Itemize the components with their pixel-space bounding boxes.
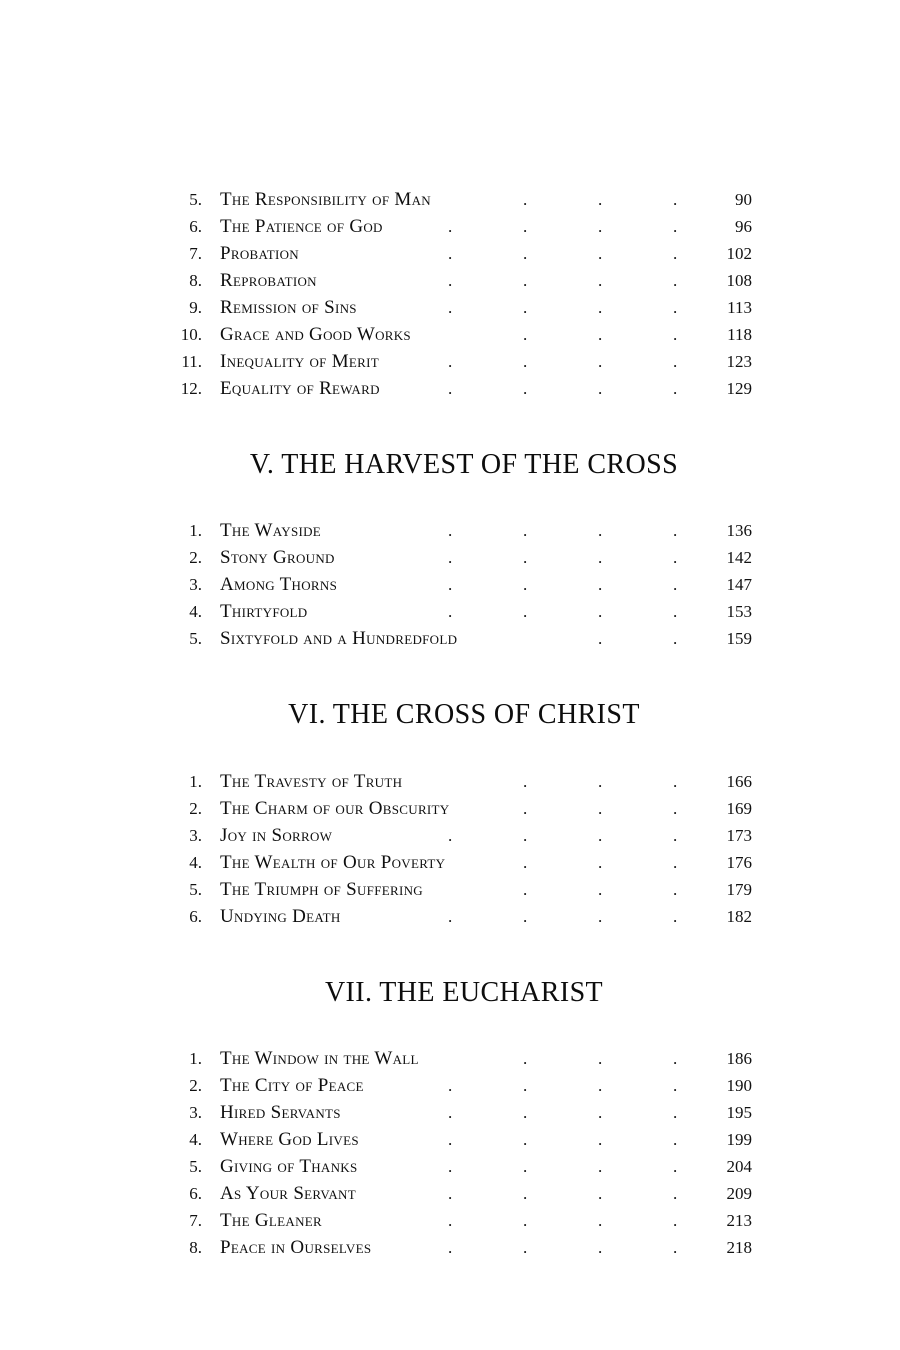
entry-number: 8. (189, 1238, 202, 1258)
entry-title: Reprobation (220, 270, 317, 291)
leader-dot: . (673, 190, 678, 209)
toc-entry[interactable] (160, 876, 760, 903)
leader-dot: . (673, 906, 678, 926)
leader-dot: . (523, 1130, 528, 1150)
entry-title: Inequality of Merit (220, 351, 380, 372)
entry-title: The Charm of our Obscurity (220, 797, 450, 819)
leader-dot: . (448, 575, 453, 595)
leader-dot: . (523, 298, 528, 317)
leader-dot: . (673, 798, 678, 818)
entry-page-number: 102 (726, 244, 752, 263)
entry-number: 1. (189, 521, 202, 541)
entry-number: 12. (180, 379, 202, 398)
leader-dot: . (523, 1157, 528, 1177)
entry-page-number: 113 (727, 298, 752, 317)
leader-dot: . (673, 548, 678, 568)
leader-dot: . (673, 825, 678, 845)
section-heading: VII. THE EUCHARIST (324, 976, 604, 1008)
leader-dot: . (448, 1130, 453, 1150)
toc-entry[interactable] (160, 348, 760, 375)
leader-dot: . (523, 1076, 528, 1096)
leader-dot: . (448, 825, 453, 845)
toc-entry[interactable] (160, 822, 760, 849)
toc-entry[interactable] (160, 267, 760, 294)
leader-dot: . (673, 771, 678, 791)
toc-entry[interactable] (160, 625, 760, 652)
entry-title: Stony Ground (220, 547, 335, 569)
leader-dot: . (448, 1157, 453, 1177)
toc-entry[interactable] (160, 1045, 760, 1072)
entry-number: 4. (189, 852, 202, 872)
leader-dot: . (448, 548, 453, 568)
leader-dot: . (448, 298, 453, 317)
leader-dot: . (673, 325, 678, 344)
leader-dot: . (598, 1238, 603, 1258)
entry-page-number: 190 (726, 1076, 752, 1096)
leader-dot: . (523, 771, 528, 791)
leader-dot: . (448, 1238, 453, 1258)
leader-dot: . (448, 1103, 453, 1123)
entry-page-number: 182 (726, 906, 752, 926)
toc-entry[interactable] (160, 544, 760, 571)
leader-dot: . (673, 271, 678, 290)
entry-title: The Travesty of Truth (220, 770, 403, 792)
leader-dot: . (523, 1184, 528, 1204)
leader-dot: . (673, 1103, 678, 1123)
entry-number: 4. (189, 602, 202, 622)
leader-dot: . (523, 521, 528, 541)
leader-dot: . (598, 190, 603, 209)
entry-page-number: 90 (735, 190, 752, 209)
leader-dot: . (673, 852, 678, 872)
entry-title: Grace and Good Works (220, 324, 411, 345)
leader-dot: . (598, 548, 603, 568)
leader-dot: . (448, 906, 453, 926)
entry-page-number: 118 (727, 325, 752, 344)
leader-dot: . (598, 244, 603, 263)
entry-number: 6. (189, 1184, 202, 1204)
entry-page-number: 169 (726, 798, 752, 818)
entry-title: The Wealth of Our Poverty (220, 851, 446, 873)
entry-number: 3. (189, 575, 202, 595)
leader-dot: . (448, 602, 453, 622)
entry-title: Thirtyfold (220, 601, 308, 623)
toc-entry[interactable] (160, 598, 760, 625)
leader-dot: . (598, 521, 603, 541)
entry-title: The Triumph of Suffering (220, 878, 423, 900)
leader-dot: . (523, 825, 528, 845)
leader-dot: . (673, 352, 678, 371)
leader-dot: . (448, 521, 453, 541)
toc-entry[interactable] (160, 294, 760, 321)
section-spacer (160, 402, 760, 450)
entry-title: The Patience of God (220, 216, 383, 237)
leader-dot: . (673, 298, 678, 317)
toc-entry[interactable] (160, 1234, 760, 1261)
leader-dot: . (523, 602, 528, 622)
leader-dot: . (523, 244, 528, 263)
leader-dot: . (448, 352, 453, 371)
leader-dot: . (523, 798, 528, 818)
leader-dot: . (448, 217, 453, 236)
entry-page-number: 186 (726, 1049, 752, 1069)
leader-dot: . (598, 217, 603, 236)
toc-entry[interactable] (160, 1180, 760, 1207)
entry-page-number: 195 (726, 1103, 752, 1123)
entry-number: 3. (189, 825, 202, 845)
entry-title: The City of Peace (220, 1075, 364, 1097)
leader-dot: . (598, 906, 603, 926)
leader-dot: . (598, 1103, 603, 1123)
leader-dot: . (598, 602, 603, 622)
leader-dot: . (673, 1157, 678, 1177)
leader-dot: . (598, 879, 603, 899)
entry-title: The Responsibility of Man (220, 189, 431, 210)
leader-dot: . (523, 852, 528, 872)
leader-dot: . (523, 575, 528, 595)
entry-number: 11. (181, 352, 202, 371)
leader-dot: . (673, 879, 678, 899)
entry-number: 8. (189, 271, 202, 290)
leader-dot: . (598, 629, 603, 649)
entry-title: Equality of Reward (220, 378, 380, 399)
entry-title: Joy in Sorrow (220, 824, 333, 846)
entry-title: Peace in Ourselves (220, 1237, 372, 1259)
toc-entry[interactable] (160, 849, 760, 876)
toc-entry[interactable] (160, 240, 760, 267)
leader-dot: . (523, 906, 528, 926)
leader-dot: . (523, 271, 528, 290)
entry-number: 5. (189, 879, 202, 899)
leader-dot: . (523, 1049, 528, 1069)
entry-number: 7. (189, 244, 202, 263)
section-spacer (160, 1007, 760, 1045)
leader-dot: . (598, 325, 603, 344)
leader-dot: . (523, 190, 528, 209)
leader-dot: . (598, 771, 603, 791)
leader-dot: . (523, 352, 528, 371)
entry-title: Among Thorns (220, 574, 338, 596)
leader-dot: . (523, 879, 528, 899)
entry-page-number: 153 (726, 602, 752, 622)
entry-title: Sixtyfold and a Hundredfold (220, 628, 458, 650)
leader-dot: . (673, 1076, 678, 1096)
toc-entry[interactable] (160, 1126, 760, 1153)
entry-number: 9. (189, 298, 202, 317)
entry-title: Hired Servants (220, 1102, 341, 1124)
entry-number: 6. (189, 217, 202, 236)
entry-number: 1. (189, 771, 202, 791)
entry-page-number: 129 (726, 379, 752, 398)
leader-dot: . (598, 1130, 603, 1150)
entry-number: 7. (189, 1211, 202, 1231)
entry-number: 3. (189, 1103, 202, 1123)
leader-dot: . (673, 1211, 678, 1231)
toc-entry[interactable] (160, 571, 760, 598)
toc-entry[interactable] (160, 768, 760, 795)
toc-entry[interactable] (160, 795, 760, 822)
toc-entry[interactable] (160, 1099, 760, 1126)
entry-page-number: 176 (726, 852, 752, 872)
entry-page-number: 166 (726, 771, 752, 791)
entry-page-number: 173 (726, 825, 752, 845)
leader-dot: . (673, 629, 678, 649)
leader-dot: . (598, 1049, 603, 1069)
entry-number: 4. (189, 1130, 202, 1150)
leader-dot: . (523, 217, 528, 236)
section-spacer (160, 930, 760, 978)
leader-dot: . (523, 379, 528, 398)
entry-title: Undying Death (220, 905, 341, 927)
leader-dot: . (673, 575, 678, 595)
entry-number: 2. (189, 798, 202, 818)
entry-page-number: 108 (726, 271, 752, 290)
leader-dot: . (448, 271, 453, 290)
leader-dot: . (598, 1211, 603, 1231)
leader-dot: . (598, 825, 603, 845)
entry-number: 5. (189, 1157, 202, 1177)
toc-entry[interactable] (160, 213, 760, 240)
entry-page-number: 213 (726, 1211, 752, 1231)
section-heading: V. THE HARVEST OF THE CROSS (249, 449, 679, 480)
toc-entry[interactable] (160, 375, 760, 402)
leader-dot: . (598, 379, 603, 398)
leader-dot: . (598, 352, 603, 371)
leader-dot: . (673, 1184, 678, 1204)
table-of-contents (160, 186, 760, 1261)
entry-page-number: 123 (726, 352, 752, 371)
leader-dot: . (673, 217, 678, 236)
entry-title: Giving of Thanks (220, 1156, 358, 1178)
entry-page-number: 179 (726, 879, 752, 899)
leader-dot: . (448, 1076, 453, 1096)
leader-dot: . (598, 271, 603, 290)
section-heading: VI. THE CROSS OF CHRIST (288, 699, 640, 731)
leader-dot: . (598, 298, 603, 317)
entry-title: Remission of Sins (220, 297, 357, 318)
leader-dot: . (598, 852, 603, 872)
leader-dot: . (448, 379, 453, 398)
entry-number: 10. (180, 325, 202, 344)
leader-dot: . (673, 1238, 678, 1258)
entry-page-number: 209 (726, 1184, 752, 1204)
entry-number: 2. (189, 548, 202, 568)
leader-dot: . (448, 1184, 453, 1204)
entry-title: The Window in the Wall (220, 1048, 419, 1070)
leader-dot: . (598, 798, 603, 818)
leader-dot: . (523, 1103, 528, 1123)
leader-dot: . (598, 1076, 603, 1096)
leader-dot: . (523, 548, 528, 568)
leader-dot: . (523, 1238, 528, 1258)
toc-entry[interactable] (160, 1207, 760, 1234)
toc-entry[interactable] (160, 321, 760, 348)
leader-dot: . (673, 521, 678, 541)
entry-page-number: 96 (735, 217, 752, 236)
leader-dot: . (598, 575, 603, 595)
entry-page-number: 136 (726, 521, 752, 541)
leader-dot: . (673, 1049, 678, 1069)
toc-entry[interactable] (160, 186, 760, 213)
section-spacer (160, 730, 760, 768)
entry-page-number: 147 (726, 575, 752, 595)
entry-title: Where God Lives (220, 1129, 359, 1151)
leader-dot: . (673, 379, 678, 398)
entry-number: 5. (189, 629, 202, 649)
leader-dot: . (448, 1211, 453, 1231)
section-spacer (160, 479, 760, 517)
entry-title: The Gleaner (220, 1210, 322, 1232)
toc-entry[interactable] (160, 903, 760, 930)
leader-dot: . (673, 602, 678, 622)
leader-dot: . (523, 1211, 528, 1231)
toc-entry[interactable] (160, 1072, 760, 1099)
section-spacer (160, 652, 760, 700)
leader-dot: . (448, 244, 453, 263)
leader-dot: . (523, 325, 528, 344)
entry-number: 1. (189, 1049, 202, 1069)
entry-page-number: 159 (726, 629, 752, 649)
entry-page-number: 204 (726, 1157, 752, 1177)
toc-entry[interactable] (160, 1153, 760, 1180)
entry-title: Probation (220, 243, 299, 264)
entry-number: 2. (189, 1076, 202, 1096)
entry-number: 5. (189, 190, 202, 209)
entry-title: As Your Servant (220, 1183, 356, 1205)
entry-page-number: 142 (726, 548, 752, 568)
leader-dot: . (673, 1130, 678, 1150)
toc-entry[interactable] (160, 517, 760, 544)
entry-number: 6. (189, 906, 202, 926)
entry-page-number: 218 (726, 1238, 752, 1258)
entry-title: The Wayside (220, 520, 322, 542)
leader-dot: . (598, 1184, 603, 1204)
leader-dot: . (598, 1157, 603, 1177)
leader-dot: . (673, 244, 678, 263)
entry-page-number: 199 (726, 1130, 752, 1150)
